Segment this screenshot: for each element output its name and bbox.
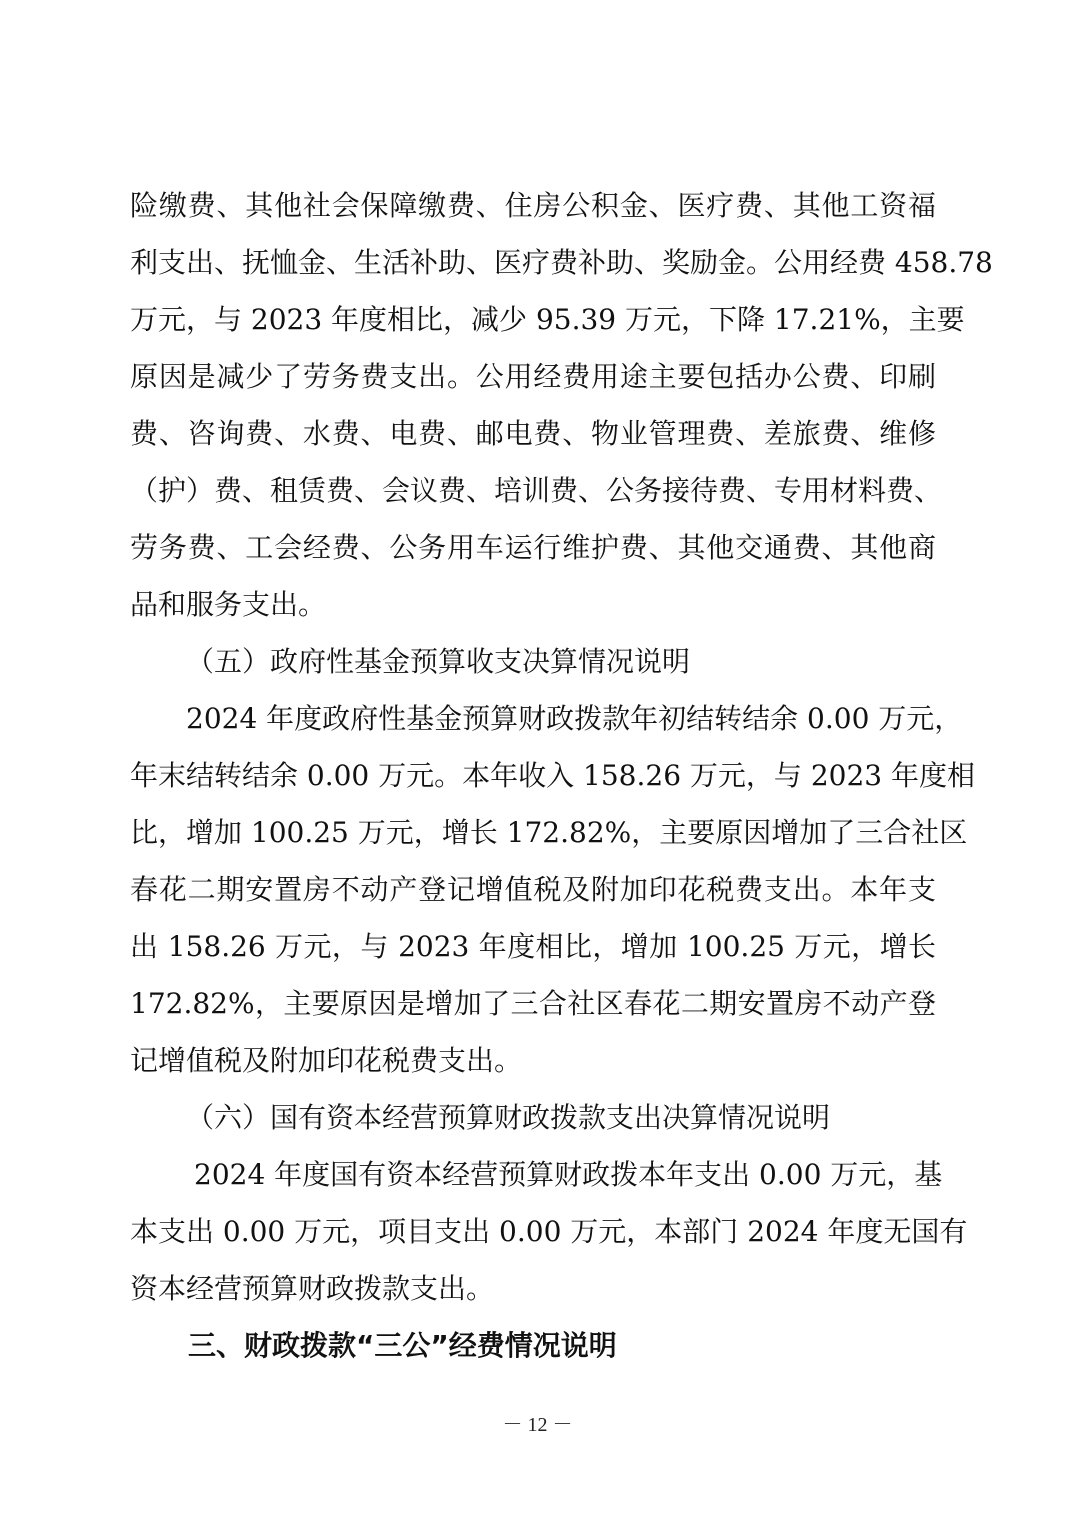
text-line: 万元，与 2023 年度相比，减少 95.39 万元，下降 17.21%，主要 xyxy=(130,303,965,336)
text-line: 记增值税及附加印花税费支出。 xyxy=(130,1044,523,1077)
text-line: 利支出、抚恤金、生活补助、医疗费补助、奖励金。公用经费 458.78 xyxy=(130,246,993,279)
text-line: 年末结转结余 0.00 万元。本年收入 158.26 万元，与 2023 年度相 xyxy=(130,759,975,792)
text-line: 原因是减少了劳务费支出。公用经费用途主要包括办公费、印刷 xyxy=(130,360,936,393)
text-line: 费、咨询费、水费、电费、邮电费、物业管理费、差旅费、维修 xyxy=(130,417,936,450)
section-heading-five: （五）政府性基金预算收支决算情况说明 xyxy=(186,645,691,678)
text-line: 172.82%，主要原因是增加了三合社区春花二期安置房不动产登 xyxy=(130,987,936,1020)
section-heading-three: 三、财政拨款“三公”经费情况说明 xyxy=(188,1329,617,1362)
text-line: 品和服务支出。 xyxy=(130,588,327,621)
text-line: 2024 年度国有资本经营预算财政拨本年支出 0.00 万元，基 xyxy=(194,1158,943,1191)
text-line: 春花二期安置房不动产登记增值税及附加印花税费支出。本年支 xyxy=(130,873,936,906)
text-line: 出 158.26 万元，与 2023 年度相比，增加 100.25 万元，增长 xyxy=(130,930,936,963)
text-line: 本支出 0.00 万元，项目支出 0.00 万元，本部门 2024 年度无国有 xyxy=(130,1215,968,1248)
text-line: 险缴费、其他社会保障缴费、住房公积金、医疗费、其他工资福 xyxy=(130,189,936,222)
text-line: 比，增加 100.25 万元，增长 172.82%，主要原因增加了三合社区 xyxy=(130,816,968,849)
page-number: － 12 － xyxy=(502,1414,573,1436)
text-line: 劳务费、工会经费、公务用车运行维护费、其他交通费、其他商 xyxy=(130,531,936,564)
section-heading-six: （六）国有资本经营预算财政拨款支出决算情况说明 xyxy=(186,1101,831,1134)
text-line: 资本经营预算财政拨款支出。 xyxy=(130,1272,495,1305)
text-line: 2024 年度政府性基金预算财政拨款年初结转结余 0.00 万元， xyxy=(186,702,963,735)
text-line: （护）费、租赁费、会议费、培训费、公务接待费、专用材料费、 xyxy=(130,474,943,507)
